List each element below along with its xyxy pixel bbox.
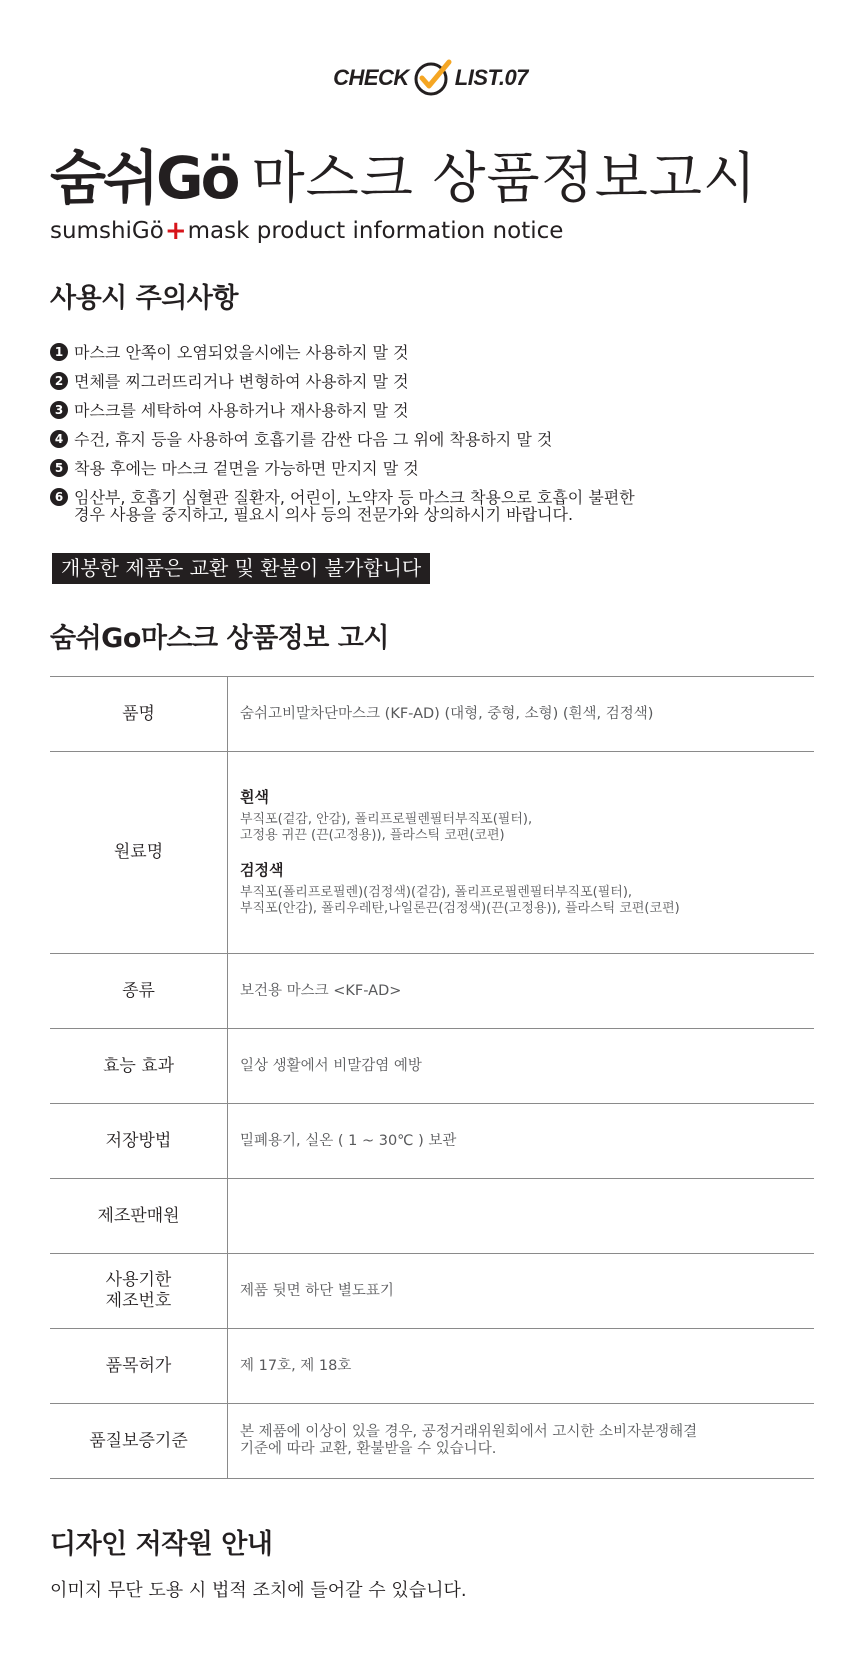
caution-item bbox=[50, 344, 810, 361]
row-value: 제 17호, 제 18호 bbox=[240, 1357, 352, 1374]
row-value-line: 기준에 따라 교환, 환불받을 수 있습니다. bbox=[240, 1441, 497, 1457]
checklist-left: CHECK bbox=[333, 65, 409, 90]
row-value: 일상 생활에서 비말감염 예방 bbox=[240, 1057, 422, 1074]
brand-sub-text: mask product information notice bbox=[187, 218, 564, 244]
caution-text bbox=[74, 489, 635, 523]
table-row bbox=[50, 1329, 814, 1404]
caution-item bbox=[50, 489, 810, 523]
info-heading: 숨쉬Go마스크 상품정보 고시 bbox=[50, 623, 389, 654]
row-label: 품명 bbox=[50, 677, 228, 752]
material-text: 부직포(폴리프로필렌)(검정색)(겉감), 폴리프로필렌필터부직포(필터), bbox=[240, 884, 633, 900]
brand-sub-logo: sumshiGö bbox=[50, 218, 164, 244]
caution-item bbox=[50, 460, 810, 477]
number-2-icon: 2 bbox=[50, 372, 68, 390]
number-1-icon: 1 bbox=[50, 343, 68, 361]
row-value-line: 본 제품에 이상이 있을 경우, 공정거래위원회에서 고시한 소비자분쟁해결 bbox=[240, 1424, 698, 1440]
caution-text: 면체를 찌그러뜨리거나 변형하여 사용하지 말 것 bbox=[74, 372, 409, 391]
material-black bbox=[240, 862, 814, 917]
copyright-text: 이미지 무단 도용 시 법적 조치에 들어갈 수 있습니다. bbox=[50, 1580, 467, 1601]
table-row bbox=[50, 1029, 814, 1104]
copyright-heading: 디자인 저작원 안내 bbox=[50, 1529, 273, 1560]
page-title: 마스크 상품정보고시 bbox=[251, 146, 758, 210]
table-row bbox=[50, 752, 814, 954]
material-text: 고정용 귀끈 (끈(고정용)), 플라스틱 코편(코편) bbox=[240, 827, 505, 843]
cautions-heading: 사용시 주의사항 bbox=[50, 283, 238, 314]
material-text: 부직포(겉감, 안감), 폴리프로필렌필터부직포(필터), bbox=[240, 811, 533, 827]
number-3-icon: 3 bbox=[50, 401, 68, 419]
check-circle-icon bbox=[413, 58, 453, 98]
caution-text: 수건, 휴지 등을 사용하여 호흡기를 감싼 다음 그 위에 착용하지 말 것 bbox=[74, 430, 553, 449]
number-4-icon: 4 bbox=[50, 430, 68, 448]
row-label: 종류 bbox=[50, 954, 228, 1029]
plus-icon: + bbox=[164, 216, 187, 246]
table-row bbox=[50, 677, 814, 752]
product-info-table bbox=[50, 676, 814, 1479]
row-label: 효능 효과 bbox=[50, 1029, 228, 1104]
caution-text-line: 임산부, 호흡기 심혈관 질환자, 어린이, 노약자 등 마스크 착용으로 호흡이 불편한 bbox=[74, 488, 635, 507]
caution-text: 착용 후에는 마스크 겉면을 가능하면 만지지 말 것 bbox=[74, 459, 419, 478]
material-label: 검정색 bbox=[240, 860, 284, 879]
caution-text: 마스크를 세탁하여 사용하거나 재사용하지 말 것 bbox=[74, 401, 409, 420]
number-6-icon: 6 bbox=[50, 488, 68, 506]
row-label: 제조판매원 bbox=[50, 1179, 228, 1254]
table-row bbox=[50, 1179, 814, 1254]
row-value: 숨쉬고비말차단마스크 (KF-AD) (대형, 중형, 소형) (흰색, 검정색) bbox=[240, 705, 654, 722]
row-value bbox=[228, 1404, 815, 1479]
table-row bbox=[50, 1404, 814, 1479]
row-value bbox=[228, 1179, 815, 1254]
brand-subtitle bbox=[50, 216, 563, 246]
no-refund-notice: 개봉한 제품은 교환 및 환불이 불가합니다 bbox=[52, 553, 430, 584]
cautions-list bbox=[50, 344, 810, 535]
checklist-badge bbox=[0, 58, 861, 98]
material-text: 부직포(안감), 폴리우레탄,나일론끈(검정색)(끈(고정용)), 플라스틱 코편(코편) bbox=[240, 900, 680, 916]
row-label-line: 제조번호 bbox=[105, 1291, 172, 1311]
caution-item bbox=[50, 431, 810, 448]
caution-text-line: 경우 사용을 중지하고, 필요시 의사 등의 전문가와 상의하시기 바랍니다. bbox=[74, 505, 574, 524]
table-row bbox=[50, 954, 814, 1029]
brand-header bbox=[50, 144, 758, 212]
row-label: 원료명 bbox=[50, 752, 228, 954]
brand-logo: 숨쉬Gö bbox=[50, 144, 238, 212]
row-label-line: 사용기한 bbox=[105, 1270, 172, 1290]
material-label: 흰색 bbox=[240, 787, 269, 806]
row-label bbox=[50, 1254, 228, 1329]
number-5-icon: 5 bbox=[50, 459, 68, 477]
material-white bbox=[240, 789, 814, 844]
row-value: 보건용 마스크 <KF-AD> bbox=[240, 982, 402, 999]
caution-item bbox=[50, 402, 810, 419]
row-value bbox=[228, 752, 815, 954]
row-label: 품질보증기준 bbox=[50, 1404, 228, 1479]
caution-item bbox=[50, 373, 810, 390]
row-label: 품목허가 bbox=[50, 1329, 228, 1404]
table-row bbox=[50, 1254, 814, 1329]
caution-text: 마스크 안쪽이 오염되었을시에는 사용하지 말 것 bbox=[74, 343, 409, 362]
row-label: 저장방법 bbox=[50, 1104, 228, 1179]
row-value: 밀폐용기, 실온 ( 1 ~ 30℃ ) 보관 bbox=[240, 1132, 457, 1149]
table-row bbox=[50, 1104, 814, 1179]
row-value: 제품 뒷면 하단 별도표기 bbox=[240, 1282, 394, 1299]
checklist-right: LIST.07 bbox=[454, 65, 528, 90]
